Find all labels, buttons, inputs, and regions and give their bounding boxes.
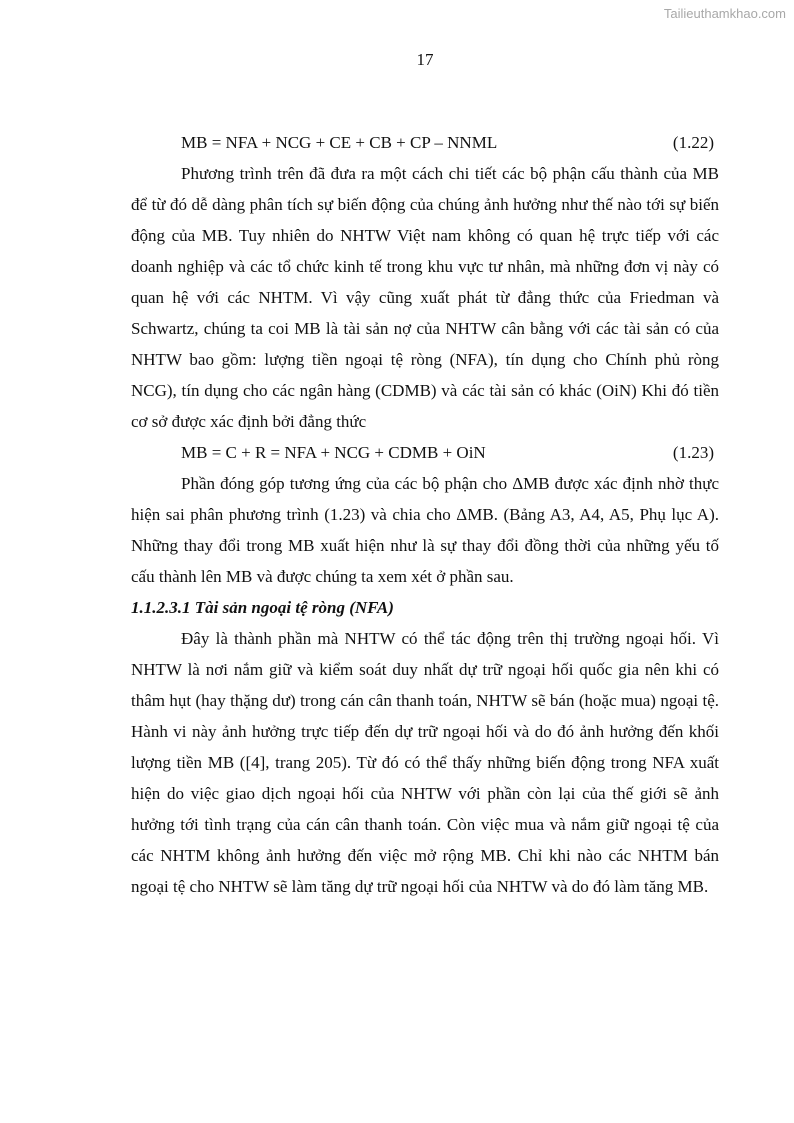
equation-formula: MB = C + R = NFA + NCG + CDMB + OiN: [181, 443, 486, 462]
equation-1-23: [131, 437, 719, 468]
document-body: [131, 127, 719, 902]
section-heading: 1.1.2.3.1 Tài sản ngoại tệ ròng (NFA): [131, 598, 394, 617]
watermark: Tailieuthamkhao.com: [663, 6, 786, 21]
paragraph: Đây là thành phần mà NHTW có thể tác động trên thị trường ngoại hối. Vì NHTW là nơi nắm giữ và kiểm soát duy nhất dự trữ ngoại hối quốc gia nên khi có thâm hụt (hay thặng dư) trong cán cân thanh toán, NHTW sẽ bán (hoặc mua) ngoại tệ. Hành vi này ảnh hưởng trực tiếp đến dự trữ ngoại hối và do đó ảnh hưởng đến khối lượng tiền MB ([4], trang 205). Từ đó có thể thấy những biến động trong NFA xuất hiện do việc giao dịch ngoại hối của NHTW với phần còn lại của thế giới sẽ ảnh hưởng tới tình trạng của cán cân thanh toán. Còn việc mua và nắm giữ ngoại tệ của các NHTM không ảnh hưởng đến việc mở rộng MB. Chỉ khi nào các NHTM bán ngoại tệ cho NHTW sẽ làm tăng dự trữ ngoại hối của NHTW và do đó làm tăng MB.: [131, 629, 719, 896]
equation-label: (1.22): [672, 133, 714, 152]
paragraph: Phương trình trên đã đưa ra một cách chi tiết các bộ phận cấu thành của MB để từ đó dễ dàng phân tích sự biến động của chúng ảnh hưởng như thế nào tới sự biến động của MB. Tuy nhiên do NHTW Việt nam không có quan hệ trực tiếp với các doanh nghiệp và các tổ chức kinh tế trong khu vực tư nhân, mà những đơn vị này có quan hệ với các NHTM. Vì vậy cũng xuất phát từ đẳng thức của Friedman và Schwartz, chúng ta coi MB là tài sản nợ của NHTW cân bằng với các tài sản có của NHTW bao gồm: lượng tiền ngoại tệ ròng (NFA), tín dụng cho Chính phủ ròng NCG), tín dụng cho các ngân hàng (CDMB) và các tài sản có khác (OiN) Khi đó tiền cơ sở được xác định bởi đẳng thức: [131, 164, 719, 431]
equation-label: (1.23): [672, 443, 714, 462]
equation-formula: MB = NFA + NCG + CE + CB + CP – NNML: [181, 133, 498, 152]
paragraph: Phần đóng góp tương ứng của các bộ phận cho ΔMB được xác định nhờ thực hiện sai phân phương trình (1.23) và chia cho ΔMB. (Bảng A3, A4, A5, Phụ lục A). Những thay đổi trong MB xuất hiện như là sự thay đổi đồng thời của những yếu tố cấu thành lên MB và được chúng ta xem xét ở phần sau.: [131, 474, 719, 586]
equation-1-22: [131, 127, 719, 158]
page-number: 17: [416, 50, 434, 69]
